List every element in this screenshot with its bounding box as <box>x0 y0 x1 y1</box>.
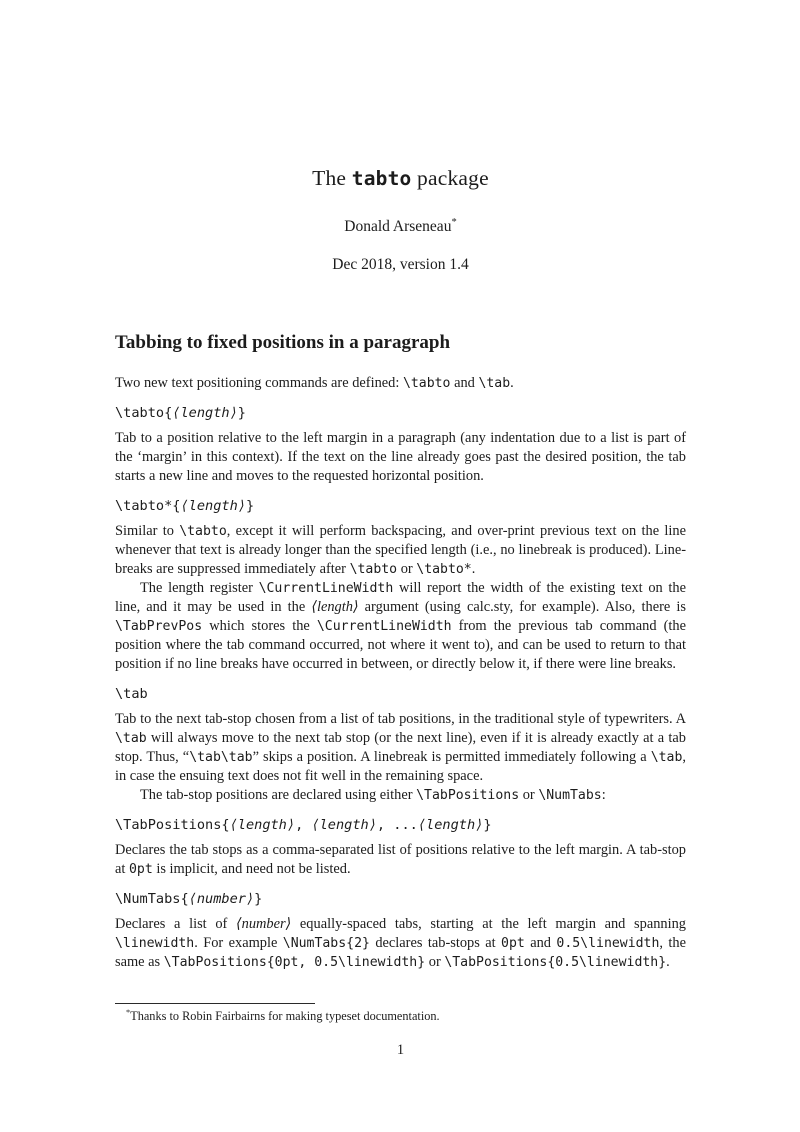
text-segment-tt: \CurrentLineWidth <box>258 581 394 596</box>
text-segment-tt: \TabPositions{0pt, 0.5\linewidth} <box>163 955 426 970</box>
text-segment-rm: , in case the ensuing text does not fit well in the remaining space. <box>115 749 686 784</box>
text-segment-rm: and <box>450 375 479 391</box>
text-segment-tt: \tabto*{ <box>115 498 181 514</box>
text-segment-rm: argument (using calc.sty, for example). Also, there is <box>358 599 686 615</box>
text-segment-it: ⟨length⟩ <box>311 599 359 615</box>
text-segment-sup: * <box>451 216 457 228</box>
code-declaration-line <box>115 890 686 909</box>
text-segment-rm: Declares a list of <box>115 916 237 932</box>
text-segment-tt: } <box>237 405 246 421</box>
text-segment-rm: or <box>519 787 539 803</box>
footnote-area <box>115 1003 686 1024</box>
text-segment-tt: \NumTabs{2} <box>282 936 370 951</box>
text-segment-tt: , <box>295 817 312 833</box>
text-segment-rm: declares tab-stops at <box>369 935 502 951</box>
text-segment-rm: Two new text positioning commands are defined: <box>115 375 403 391</box>
date-line: Dec 2018, version 1.4 <box>332 256 469 273</box>
text-segment-tt: \NumTabs{ <box>115 891 189 907</box>
text-segment-rm: will report the width of the existing text on the line, and it may be used in the <box>115 580 686 615</box>
text-segment-meta: ⟨length⟩ <box>180 498 246 514</box>
text-segment-rm: is implicit, and need not be listed. <box>152 861 351 877</box>
text-segment-rm: Tab to the next tab-stop chosen from a list of tab positions, in the traditional style of typewriters. A <box>115 711 686 727</box>
text-segment-tt: } <box>254 891 263 907</box>
text-segment-rm: Thanks to Robin Fairbairns for making typeset documentation. <box>130 1009 440 1023</box>
paragraph <box>115 786 686 805</box>
text-segment-tt: } <box>483 817 492 833</box>
text-segment-tt: \tab <box>478 376 511 391</box>
text-segment-rm: from the previous tab command (the position where the tab command occurred, not where it went to), and can be used to return to that position if no line breaks have occurred in between, or directly below it, if there were line breaks. <box>115 618 686 672</box>
text-segment-rm: package <box>411 166 489 190</box>
author-line <box>115 218 686 236</box>
text-segment-tt: \tab <box>650 750 683 765</box>
text-segment-rm: , the same as <box>115 935 686 970</box>
document-title <box>115 166 686 191</box>
text-segment-tt: \tabto <box>349 562 398 577</box>
text-segment-tt: \CurrentLineWidth <box>316 619 452 634</box>
paragraph <box>115 522 686 579</box>
text-segment-rm: which stores the <box>202 618 317 634</box>
text-segment-rm: will always move to the next tab stop (or the next line), even if it is already exactly at a tab stop. Thus, “ <box>115 730 686 765</box>
document-content <box>115 0 686 972</box>
text-segment-meta: ⟨length⟩ <box>311 817 377 833</box>
paragraph <box>115 374 686 393</box>
paragraph <box>115 429 686 486</box>
text-segment-tt: \tabto* <box>416 562 472 577</box>
text-segment-rm: or <box>425 954 445 970</box>
text-segment-rm: The length register <box>140 580 259 596</box>
paragraph <box>115 710 686 786</box>
paragraph <box>115 841 686 879</box>
text-segment-tt: \NumTabs <box>538 788 602 803</box>
text-segment-tt: 0pt <box>501 936 525 951</box>
code-declaration-line <box>115 497 686 516</box>
text-segment-tt: , ... <box>376 817 418 833</box>
text-segment-rm: , except it will perform backspacing, and over-print previous text on the line whenever that text is already longer than the specified length (i.e., no linebreak is produced). Line-breaks are suppressed immediately after <box>115 523 686 577</box>
text-segment-tt: 0.5\linewidth <box>556 936 660 951</box>
text-segment-tt: \tab\tab <box>189 750 253 765</box>
text-segment-meta: ⟨length⟩ <box>417 817 484 833</box>
text-segment-rm: . For example <box>194 935 283 951</box>
text-segment-tt: \linewidth <box>115 936 195 951</box>
text-segment-tt: \tab <box>115 731 147 746</box>
text-segment-rm: equally-spaced tabs, starting at the left margin and spanning <box>291 916 686 932</box>
footnote <box>115 1009 686 1024</box>
text-segment-rm: Similar to <box>115 523 180 539</box>
text-segment-sup: * <box>126 1007 131 1017</box>
text-segment-rm: Donald Arseneau <box>344 218 452 235</box>
text-segment-rm: . <box>666 954 670 970</box>
text-segment-tt: \tab <box>115 686 148 702</box>
code-declaration-line <box>115 685 686 704</box>
text-segment-rm: : <box>601 787 606 803</box>
text-segment-meta: ⟨number⟩ <box>188 891 255 907</box>
text-segment-ttb: tabto <box>351 167 412 190</box>
text-segment-it: ⟨number⟩ <box>236 916 292 932</box>
code-declaration-line <box>115 816 686 835</box>
text-segment-tt: \TabPositions{0.5\linewidth} <box>444 955 667 970</box>
text-segment-rm: Tab to a position relative to the left margin in a paragraph (any indentation due to a list is part of the ‘margin’ in this context). If the text on the line already goes past the desired position, the tab starts a new line and moves to the requested horizontal position. <box>115 430 686 484</box>
text-segment-rm: . <box>471 561 476 577</box>
text-segment-rm: The tab-stop positions are declared using either <box>140 787 417 803</box>
text-segment-rm: or <box>397 561 417 577</box>
text-segment-tt: 0pt <box>128 862 153 877</box>
text-segment-tt: \tabto <box>179 524 227 539</box>
text-segment-rm: Declares the tab stops as a comma-separated list of positions relative to the left margin. A tab-stop at <box>115 842 686 877</box>
text-segment-tt: \TabPositions{ <box>115 817 230 833</box>
text-segment-tt: \TabPositions <box>416 788 520 803</box>
page-number: 1 <box>396 1042 405 1058</box>
text-segment-rm: ” skips a position. A linebreak is permitted immediately following a <box>252 749 651 765</box>
text-segment-meta: ⟨length⟩ <box>172 405 238 421</box>
text-segment-rm: and <box>524 935 557 951</box>
text-segment-rm: The <box>312 166 352 190</box>
section-heading: Tabbing to fixed positions in a paragraph <box>115 332 451 353</box>
text-segment-meta: ⟨length⟩ <box>229 817 296 833</box>
text-segment-tt: \tabto <box>402 376 451 391</box>
text-segment-tt: \TabPrevPos <box>115 619 203 634</box>
document-body <box>115 374 686 972</box>
code-declaration-line <box>115 404 686 423</box>
text-segment-tt: \tabto{ <box>115 405 173 421</box>
paragraph <box>115 579 686 674</box>
text-segment-tt: } <box>245 498 255 514</box>
footnote-rule <box>115 1003 315 1004</box>
text-segment-rm: . <box>510 375 514 391</box>
paragraph <box>115 915 686 972</box>
